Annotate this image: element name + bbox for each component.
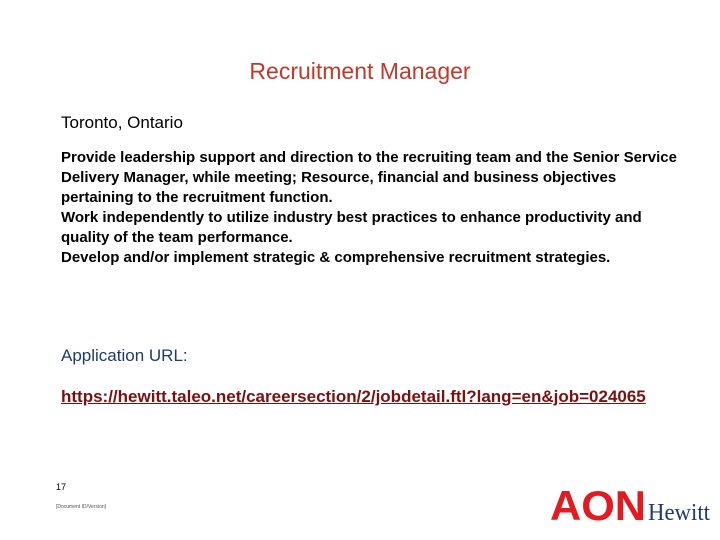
description-paragraph: Develop and/or implement strategic & comprehensive recruitment strategies. (61, 249, 611, 266)
job-location: Toronto, Ontario (61, 113, 183, 132)
aon-hewitt-logo (548, 480, 712, 526)
page-number: 17 (56, 482, 67, 492)
job-description (61, 148, 681, 268)
application-url-label: Application URL: (61, 346, 188, 365)
logo-primary: AON (550, 482, 646, 526)
logo-secondary: Hewitt (648, 500, 711, 526)
footer-code: [Document ID/Version] (56, 504, 107, 510)
slide-title: Recruitment Manager (249, 58, 471, 84)
description-paragraph: Work independently to utilize industry best practices to enhance productivity and quality of the team performance. (61, 209, 642, 246)
application-url-link[interactable]: https://hewitt.taleo.net/careersection/2/jobdetail.ftl?lang=en&job=024065 (61, 387, 646, 406)
description-paragraph: Provide leadership support and direction to the recruiting team and the Senior Service Delivery Manager, while meeting; Resource, financial and business objectives pertaining to the recruitment function. (61, 149, 677, 206)
